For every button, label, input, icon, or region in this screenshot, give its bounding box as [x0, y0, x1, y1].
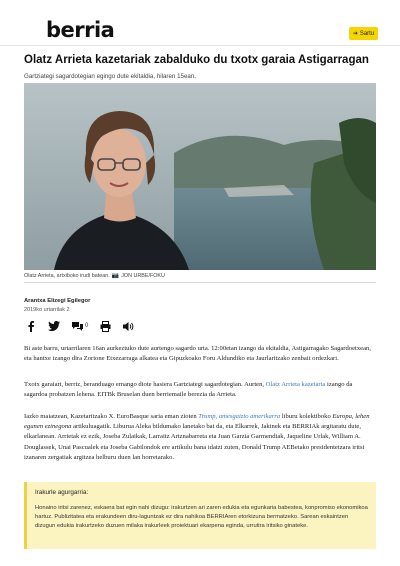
share-bar	[24, 319, 144, 333]
paragraph-3-text-c: artikuluagatik. Liburua Aleka bildumako lanetako bat da, eta Elkarrek, Jakinek eta BERRIAk argitaratu dute, elkarlanean. Arrietak ez ezik, Joseba Zulaikak, Larraitz Artznabarreta eta Juan Garzia Garmendiak, Jaqueline Urlak, William A. Douglassek, Unai Pascualek eta Joseba Gabilondok ere artikulu bana idatzi zuten, Donald Trump AEBetako presidentetzara iritsi izanaren zergatiak argitzea helburu duen lan horretarako.	[24, 423, 365, 461]
article-paragraph-1: Bi aste barru, urtarrilaren 16an aurkeztuko dute aurtengo sagardo urta. 12:00etan izango da ekitaldia, Astigarragako Sagardoetxean, eta hantxe izango dira Zorione Etxezarraga alkatea eta Gipuzkoako Foru Aldundiko eta Jaurlaritzako zenbait ordezkari.	[24, 345, 371, 363]
site-header	[0, 0, 400, 46]
article-subtitle: Gartziategi sagardotegian egingo dute ekitaldia, hilaren 15ean.	[24, 73, 196, 80]
twitter-icon[interactable]	[47, 319, 61, 333]
print-icon[interactable]	[98, 319, 112, 333]
article-paragraph-2	[24, 380, 376, 400]
photo-caption-text: Olatz Arrieta, artxiboko irudi batean.	[24, 273, 110, 279]
olatz-arrieta-link[interactable]: Olatz Arrieta kazetaria	[265, 381, 326, 388]
site-logo[interactable]: berria	[46, 18, 115, 42]
paragraph-2-text-a: Txotx garaiari, berriz, beranduago emango diote hasiera Gartziategi sagardotegian. Aurten,	[24, 381, 266, 388]
notice-text: Honaino iritsi zarenez, eskaera bat egin nahi dizugu: irakurtzen ari zaren edukia eta egunkaria babestea, konpromiso ekonomikoa hartuz. Publizitatea eta erakundeen diru-laguntzak ez dira nahikoa BERRIAren etorkizuna bermatzeko. Sarean eskaintzen dizugun edukia irakurtzeko duzuen milaka irakurleek proiektuari ekarpena eginda, urrutira iritsiko ginateke.	[35, 505, 368, 529]
photo-caption	[24, 272, 376, 280]
trump-book-link[interactable]: Trump, amesgaizto amerikarra	[198, 413, 281, 420]
comment-count: 0	[85, 323, 89, 329]
article-paragraph-3	[24, 412, 376, 463]
audio-icon[interactable]	[121, 319, 135, 333]
login-label: Sartu	[359, 30, 375, 37]
photo-credit: JON URBE/FOKU	[121, 273, 165, 279]
login-button[interactable]	[349, 27, 378, 40]
notice-title: Irakurle agurgarria:	[35, 489, 89, 496]
article-photo	[24, 83, 376, 270]
login-arrow-icon: ➜	[352, 31, 358, 37]
caption-divider	[24, 282, 376, 283]
reader-support-notice	[24, 482, 376, 549]
paragraph-3-article-title: Europa, lehen egunen ezinegona	[24, 413, 370, 431]
comments-icon[interactable]	[70, 319, 84, 333]
paragraph-3-text-a: Iazko maiatzean, Kazetaritzako X. EuroBasque saria eman zioten	[24, 413, 199, 420]
facebook-icon[interactable]	[24, 319, 38, 333]
paragraph-2-text-b: izango da sagardoa probatzen lehena. EITBk Bruselan duen berriemaile berezia da Arrieta.	[24, 381, 353, 399]
camera-icon: 📷	[111, 273, 120, 279]
article-title: Olatz Arrieta kazetariak zabalduko du txotx garaia Astigarragan	[24, 54, 369, 66]
paragraph-3-text-b: liburu kolektiboko	[280, 413, 333, 420]
article-author[interactable]: Arantxa Elizegi Egilegor	[24, 298, 91, 304]
article-date: 2019ko urtarrilak 2	[24, 307, 70, 313]
